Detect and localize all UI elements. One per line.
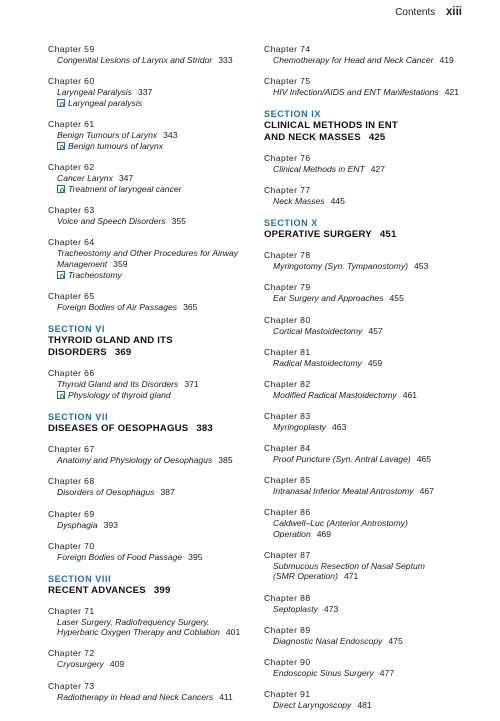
chapter-page-number: 467: [419, 486, 434, 497]
chapter-number: Chapter 88: [264, 592, 311, 603]
chapter-number: Chapter 65: [48, 291, 95, 302]
chapter-title-text: Diagnostic Nasal Endoscopy: [273, 635, 383, 646]
chapter-page-number: 343: [163, 130, 178, 141]
chapter-number: Chapter 89: [264, 624, 311, 635]
video-icon: [57, 185, 65, 193]
chapter-title[interactable]: [264, 700, 464, 711]
section-title-text: RECENT ADVANCES: [48, 584, 146, 596]
chapter-title-text: Myringoplasty: [273, 421, 327, 432]
video-title: Laryngeal paralysis: [68, 97, 143, 108]
chapter-page-number: 395: [188, 551, 203, 562]
toc-entry[interactable]: [264, 282, 464, 304]
section-page-number: 451: [379, 229, 397, 241]
chapter-title-text: Submucous Resection of Nasal Septum: [273, 560, 425, 571]
toc-entry[interactable]: [264, 44, 464, 66]
chapter-title[interactable]: [264, 55, 464, 66]
chapter-page-number: 427: [370, 164, 386, 175]
toc-entry[interactable]: [48, 237, 248, 280]
chapter-page-number: 393: [103, 519, 118, 530]
chapter-title[interactable]: [48, 248, 248, 259]
chapter-title-text: Neck Masses: [273, 196, 325, 207]
chapter-title-text: HIV Infection/AIDS and ENT Manifestations: [273, 87, 439, 98]
chapter-title-text: Management: [57, 259, 108, 270]
chapter-title[interactable]: [264, 561, 464, 572]
chapter-number: Chapter 75: [264, 76, 311, 87]
chapter-number: Chapter 66: [48, 368, 95, 379]
section-heading: [264, 108, 464, 144]
chapter-page-number: 333: [218, 55, 233, 65]
video-title: Benign tumours of larynx: [68, 140, 164, 151]
section-title-text: AND NECK MASSES: [264, 132, 361, 144]
toc-entry[interactable]: [48, 648, 248, 670]
chapter-title-text: Radiotherapy in Head and Neck Cancers: [57, 691, 214, 702]
chapter-number: Chapter 87: [264, 549, 311, 560]
chapter-title[interactable]: [264, 87, 464, 98]
toc-entry[interactable]: [48, 509, 248, 531]
chapter-number: Chapter 91: [264, 688, 311, 699]
chapter-page-number: 359: [113, 259, 128, 270]
chapter-title[interactable]: [264, 261, 464, 272]
toc-entry[interactable]: [264, 443, 464, 465]
chapter-title-text: Benign Tumours of Larynx: [57, 130, 158, 141]
chapter-page-number: 459: [367, 357, 383, 368]
chapter-page-number: 453: [414, 261, 429, 272]
chapter-title-text: Thyroid Gland and Its Disorders: [57, 379, 179, 390]
chapter-number: Chapter 69: [48, 508, 95, 519]
chapter-title-text: Laryngeal Paralysis: [57, 87, 132, 98]
toc-entry[interactable]: [264, 315, 464, 337]
chapter-number: Chapter 64: [48, 237, 95, 248]
toc-entry[interactable]: [264, 550, 464, 582]
toc-entry[interactable]: [264, 625, 464, 647]
chapter-page-number: 409: [109, 659, 125, 670]
chapter-page-number: 337: [138, 87, 153, 98]
chapter-number: Chapter 61: [48, 119, 95, 130]
chapter-title-text: Voice and Speech Disorders: [57, 216, 166, 227]
section-label: SECTION IX: [264, 109, 322, 120]
chapter-page-number: 385: [218, 455, 233, 466]
chapter-title-text: Proof Puncture (Syn. Antral Lavage): [273, 453, 411, 464]
chapter-page-number: 471: [343, 571, 359, 582]
toc-entry[interactable]: [48, 119, 248, 152]
chapter-title[interactable]: [48, 87, 248, 98]
chapter-title[interactable]: [48, 130, 248, 141]
chapter-title-text: Congenital Lesions of Larynx and Stridor: [57, 55, 213, 65]
page-number: xiii: [446, 6, 462, 18]
chapter-title[interactable]: [264, 358, 464, 369]
chapter-number: Chapter 76: [264, 153, 311, 164]
chapter-title[interactable]: [48, 173, 248, 184]
section-heading: [48, 323, 248, 359]
chapter-title[interactable]: [48, 55, 248, 66]
chapter-number: Chapter 73: [48, 680, 95, 691]
chapter-title[interactable]: [48, 302, 248, 313]
toc-entry[interactable]: [264, 657, 464, 679]
toc-entry[interactable]: [48, 681, 248, 703]
toc-entry[interactable]: [48, 291, 248, 313]
chapter-page-number: 365: [183, 302, 198, 313]
section-label: SECTION VII: [48, 412, 109, 423]
toc-column-left: [48, 44, 248, 713]
chapter-title[interactable]: [264, 422, 464, 433]
chapter-title-text: Foreign Bodies of Air Passages: [57, 302, 178, 313]
chapter-number: Chapter 60: [48, 76, 95, 87]
chapter-title-text: Foreign Bodies of Food Passage: [57, 551, 183, 562]
toc-entry[interactable]: [264, 475, 464, 497]
chapter-title-text: Laser Surgery, Radiofrequency Surgery,: [57, 616, 210, 627]
chapter-title-text: Myringotomy (Syn. Tympanostomy): [273, 261, 408, 272]
chapter-number: Chapter 62: [48, 162, 95, 173]
toc-entry[interactable]: [48, 541, 248, 563]
toc-entry[interactable]: [48, 162, 248, 195]
chapter-title-text: Modified Radical Mastoidectomy: [273, 389, 397, 400]
chapter-title-text: Radical Mastoidectomy: [273, 357, 362, 368]
toc-entry[interactable]: [264, 250, 464, 272]
chapter-title[interactable]: [264, 390, 464, 401]
chapter-title[interactable]: [48, 659, 248, 670]
chapter-page-number: 421: [444, 87, 460, 98]
chapter-title[interactable]: [48, 216, 248, 227]
chapter-page-number: 401: [225, 627, 241, 638]
chapter-number: Chapter 79: [264, 282, 311, 293]
chapter-title-text: Clinical Methods in ENT: [273, 164, 365, 175]
chapter-page-number: 355: [171, 216, 186, 227]
chapter-title-text: Direct Laryngoscopy: [273, 699, 352, 710]
video-link[interactable]: [48, 270, 248, 281]
chapter-page-number: 455: [389, 293, 404, 304]
video-link[interactable]: [48, 184, 248, 195]
chapter-number: Chapter 67: [48, 444, 95, 455]
chapter-title-text: Ear Surgery and Approaches: [273, 293, 384, 304]
chapter-title[interactable]: [264, 668, 464, 679]
chapter-title[interactable]: [48, 692, 248, 703]
chapter-title-text: Dysphagia: [57, 519, 98, 530]
chapter-title-text: Intranasal Inferior Meatal Antrostomy: [273, 486, 414, 497]
chapter-title-text: Chemotherapy for Head and Neck Cancer: [273, 55, 434, 65]
chapter-title-text: Cryosurgery: [57, 659, 104, 670]
chapter-title[interactable]: [48, 627, 248, 638]
chapter-title[interactable]: [264, 604, 464, 615]
chapter-title[interactable]: [264, 486, 464, 497]
chapter-page-number: 387: [160, 487, 175, 498]
chapter-page-number: 463: [332, 421, 347, 432]
chapter-page-number: 461: [402, 389, 418, 400]
chapter-title[interactable]: [48, 552, 248, 563]
section-title-text: OPERATIVE SURGERY: [264, 229, 372, 241]
section-title: [264, 132, 464, 144]
chapter-number: Chapter 59: [48, 44, 95, 54]
video-icon: [57, 271, 65, 279]
toc-entry[interactable]: [264, 347, 464, 369]
chapter-page-number: 445: [330, 196, 345, 207]
chapter-number: Chapter 74: [264, 44, 311, 54]
chapter-title-text: Tracheostomy and Other Procedures for Airway: [57, 248, 239, 259]
chapter-number: Chapter 80: [264, 314, 311, 325]
section-heading: [264, 217, 464, 241]
chapter-title[interactable]: [264, 571, 464, 582]
chapter-title-text: Disorders of Oesophagus: [57, 487, 155, 498]
toc-entry[interactable]: [264, 593, 464, 615]
chapter-number: Chapter 71: [48, 605, 95, 616]
chapter-title[interactable]: [48, 455, 248, 466]
section-title-text: CLINICAL METHODS IN ENT: [264, 120, 398, 132]
running-header: [395, 6, 462, 18]
section-title-text: THYROID GLAND AND ITS DISORDERS: [48, 335, 173, 359]
chapter-title-text: Anatomy and Physiology of Oesophagus: [57, 455, 213, 466]
chapter-page-number: 475: [388, 635, 403, 646]
video-link[interactable]: [48, 141, 248, 152]
section-label: SECTION VIII: [48, 573, 112, 584]
chapter-number: Chapter 68: [48, 476, 95, 487]
toc-entry[interactable]: [264, 411, 464, 433]
chapter-title[interactable]: [264, 196, 464, 207]
chapter-title-text: Cortical Mastoidectomy: [273, 325, 363, 336]
toc-entry[interactable]: [264, 379, 464, 401]
chapter-title[interactable]: [264, 454, 464, 465]
toc-entry[interactable]: [48, 606, 248, 638]
toc-entry[interactable]: [264, 507, 464, 539]
section-title: [264, 229, 464, 241]
chapter-title[interactable]: [264, 164, 464, 175]
section-title-text: DISEASES OF OESOPHAGUS: [48, 423, 189, 435]
chapter-title[interactable]: [48, 520, 248, 531]
chapter-title[interactable]: [48, 617, 248, 628]
video-link[interactable]: [48, 98, 248, 109]
chapter-page-number: 347: [118, 173, 134, 184]
chapter-page-number: 465: [416, 453, 432, 464]
video-title: Physiology of thyroid gland: [68, 389, 171, 400]
chapter-number: Chapter 78: [264, 250, 311, 261]
chapter-title-text: Hyperbaric Oxygen Therapy and Coblation: [57, 627, 220, 638]
section-label: SECTION VI: [48, 324, 106, 335]
section-heading: [48, 411, 248, 435]
toc-entry[interactable]: [48, 444, 248, 466]
chapter-number: Chapter 72: [48, 648, 95, 659]
chapter-title[interactable]: [264, 636, 464, 647]
section-title: [48, 423, 248, 435]
video-title: Tracheostomy: [68, 269, 122, 280]
section-page-number: 369: [114, 347, 132, 359]
chapter-title-text: Caldwell–Luc (Anterior Antrostomy) Operation: [273, 518, 408, 539]
chapter-number: Chapter 77: [264, 185, 311, 196]
chapter-page-number: 469: [316, 528, 332, 539]
section-heading: [48, 573, 248, 597]
video-icon: [57, 391, 65, 399]
chapter-title-text: (SMR Operation): [273, 571, 338, 582]
chapter-title-text: Endoscopic Sinus Surgery: [273, 667, 374, 678]
section-title: [48, 585, 248, 597]
toc-entry[interactable]: [48, 368, 248, 401]
video-icon: [57, 99, 65, 107]
section-title: [48, 335, 248, 359]
chapter-title[interactable]: [264, 293, 464, 304]
section-title: [264, 120, 464, 132]
toc-entry[interactable]: [48, 76, 248, 109]
section-page-number: 383: [196, 423, 213, 435]
toc-entry[interactable]: [48, 205, 248, 227]
toc-entry[interactable]: [264, 153, 464, 175]
chapter-page-number: 419: [439, 55, 454, 65]
chapter-number: Chapter 82: [264, 378, 311, 389]
chapter-number: Chapter 86: [264, 507, 311, 518]
chapter-number: Chapter 85: [264, 475, 311, 486]
chapter-title-text: Cancer Larynx: [57, 173, 113, 184]
toc-entry[interactable]: [48, 476, 248, 498]
chapter-title[interactable]: [264, 326, 464, 337]
chapter-number: Chapter 83: [264, 410, 311, 421]
chapter-title-text: Septoplasty: [273, 603, 318, 614]
chapter-number: Chapter 84: [264, 442, 311, 453]
chapter-title[interactable]: [48, 379, 248, 390]
toc-column-right: [264, 44, 464, 721]
toc-entry[interactable]: [264, 185, 464, 207]
video-link[interactable]: [48, 390, 248, 401]
chapter-page-number: 477: [379, 667, 395, 678]
toc-entry[interactable]: [48, 44, 248, 66]
chapter-page-number: 473: [323, 603, 339, 614]
chapter-number: Chapter 90: [264, 656, 311, 667]
chapter-title[interactable]: [48, 487, 248, 498]
chapter-page-number: 411: [219, 691, 233, 702]
chapter-page-number: 457: [368, 325, 383, 336]
video-icon: [57, 142, 65, 150]
header-label: Contents: [395, 7, 436, 18]
chapter-page-number: 371: [184, 379, 199, 390]
section-page-number: 399: [153, 584, 171, 596]
chapter-number: Chapter 70: [48, 540, 95, 551]
chapter-page-number: 481: [357, 699, 372, 710]
section-page-number: 425: [368, 132, 386, 144]
toc-entry[interactable]: [264, 76, 464, 98]
chapter-number: Chapter 63: [48, 205, 95, 216]
chapter-number: Chapter 81: [264, 346, 311, 357]
video-title: Treatment of laryngeal cancer: [68, 183, 182, 194]
section-label: SECTION X: [264, 218, 318, 229]
chapter-title[interactable]: [264, 518, 464, 539]
chapter-title[interactable]: [48, 259, 248, 270]
